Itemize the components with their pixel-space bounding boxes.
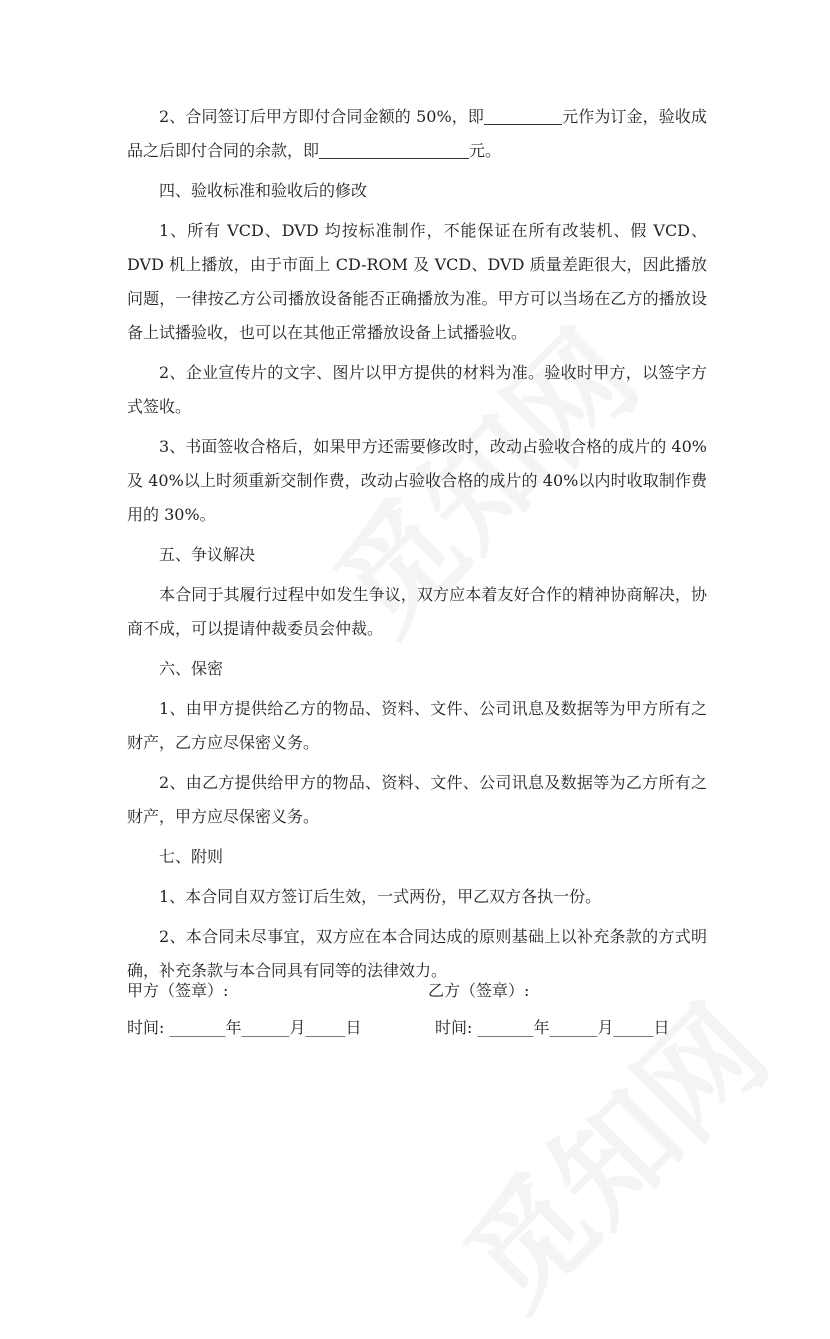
party-a-signature-label: 甲方（签章）: [127,981,229,1000]
section-heading: 四、验收标准和验收后的修改 [159,181,368,200]
clause-paragraph: 2、由乙方提供给甲方的物品、资料、文件、公司讯息及数据等为乙方所有之财产，甲方应尽保密义务。 [127,773,707,826]
clause-paragraph: 1、由甲方提供给乙方的物品、资料、文件、公司讯息及数据等为甲方所有之财产，乙方应尽保密义务。 [127,699,707,752]
clause-paragraph: 1、所有 VCD、DVD 均按标准制作，不能保证在所有改装机、假 VCD、DVD 机上播放，由于市面上 CD-ROM 及 VCD、DVD 质量差距很大，因此播放问题，一律按乙方公司播放设备能否正确播放为准。甲方可以当场在乙方的播放设备上试播验收，也可以在其他正常播放设备上试播验收。 [127,221,707,342]
section-heading: 七、附则 [159,847,224,866]
clause-paragraph: 3、书面签收合格后，如果甲方还需要修改时，改动占验收合格的成片的 40%及 40%以上时须重新交制作费，改动占验收合格的成片的 40%以内时收取制作费用的 30%。 [127,437,707,524]
clause-paragraph: 2、本合同未尽事宜，双方应在本合同达成的原则基础上以补充条款的方式明确，补充条款与本合同具有同等的法律效力。 [127,927,707,980]
deposit-amount-blank [484,106,562,125]
clause-paragraph: 本合同于其履行过程中如发生争议，双方应本着友好合作的精神协商解决，协商不成，可以提请仲裁委员会仲裁。 [127,585,707,638]
payment-clause: 2、合同签订后甲方即付合同金额的 50%，即 元作为订金，验收成品之后即付合同的余款，即 元。 [127,107,707,160]
clause-paragraph: 2、企业宣传片的文字、图片以甲方提供的材料为准。验收时甲方，以签字方式签收。 [127,363,707,416]
contract-body [127,100,707,994]
clause-paragraph: 1、本合同自双方签订后生效，一式两份，甲乙双方各执一份。 [159,887,602,906]
party-b-signature-label: 乙方（签章）: [428,981,530,1000]
balance-amount-blank [319,140,469,159]
section-heading: 六、保密 [159,659,224,678]
party-b-date-line: 时间: _______年______月_____日 [435,1018,670,1037]
party-a-date-line: 时间: _______年______月_____日 [127,1018,362,1037]
section-heading: 五、争议解决 [159,545,256,564]
